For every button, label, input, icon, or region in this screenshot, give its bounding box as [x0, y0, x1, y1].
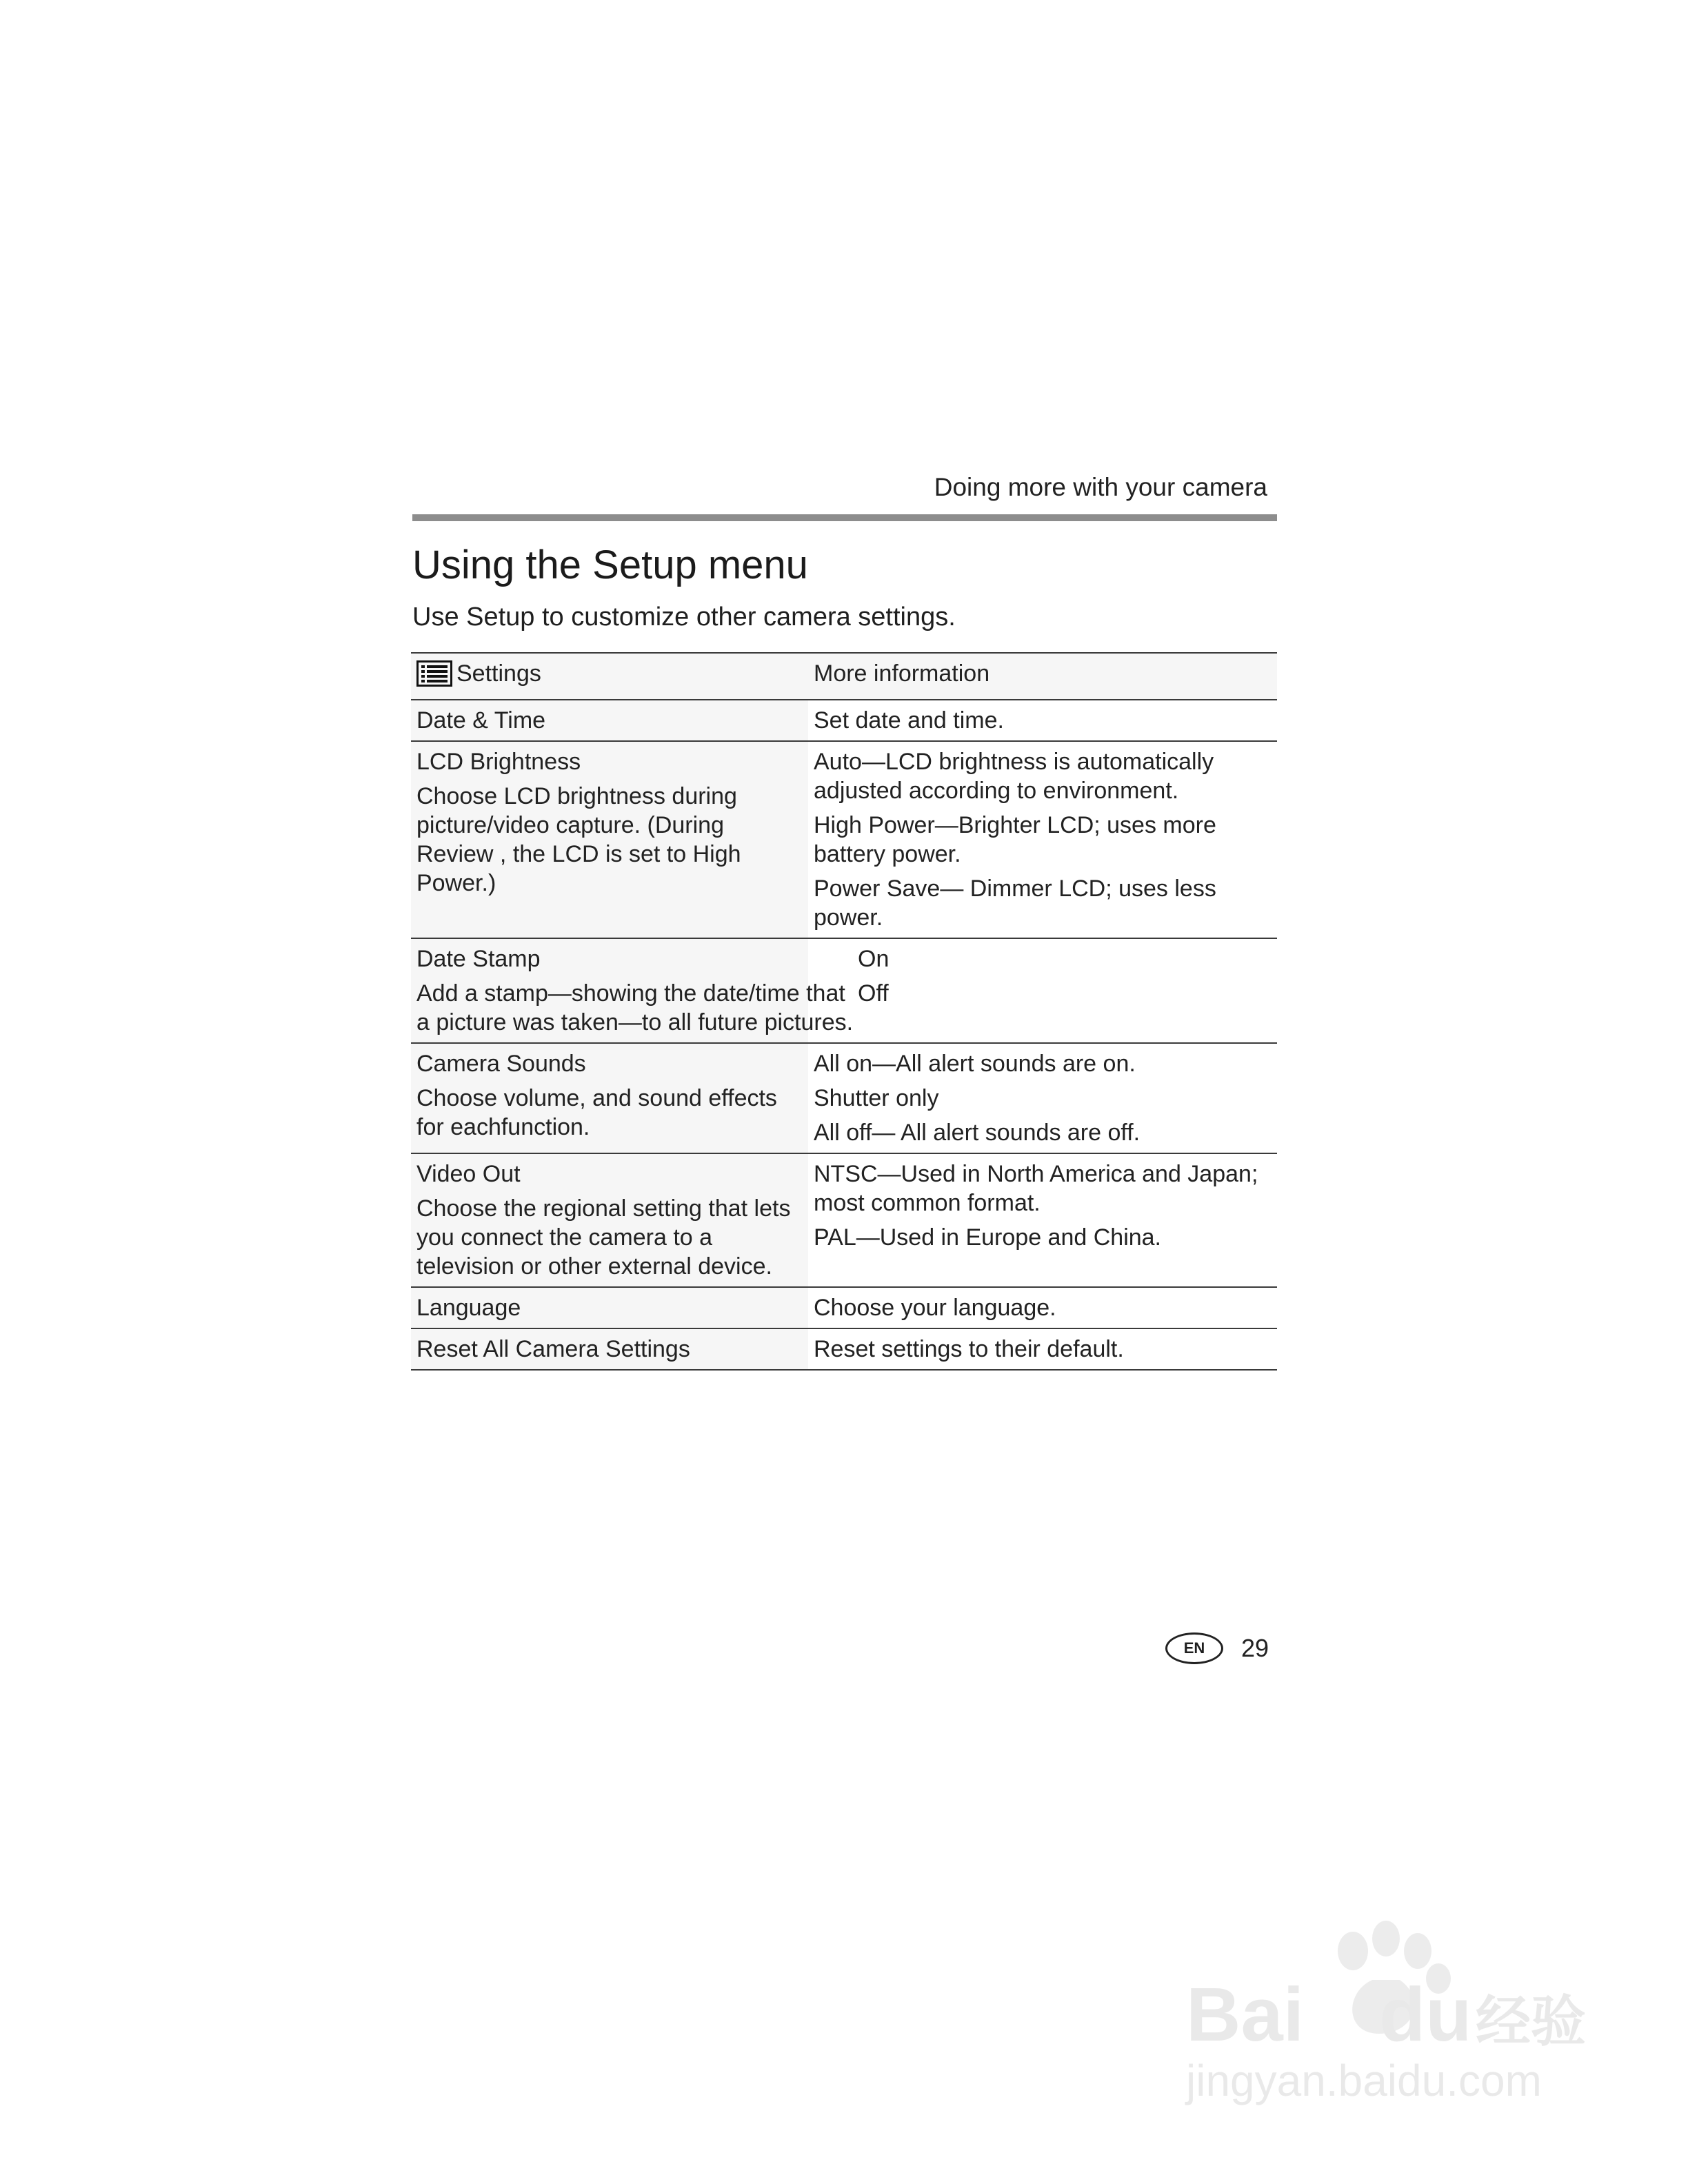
page-footer [1165, 1632, 1269, 1664]
setting-cell [411, 1328, 808, 1370]
menu-list-icon [416, 660, 452, 694]
page-number: 29 [1241, 1634, 1269, 1662]
option-text: Reset settings to their default. [814, 1336, 1124, 1362]
page-title: Using the Setup menu [412, 543, 808, 587]
table-row [411, 1287, 1277, 1328]
table-row [411, 1043, 1277, 1153]
option-text: All on—All alert sounds are on. [814, 1051, 1136, 1077]
table-row [411, 1328, 1277, 1370]
option-text: NTSC—Used in North America and Japan; most common format. [814, 1161, 1258, 1216]
setting-description: Add a stamp—showing the date/time that a picture was taken—to all future pictures. [416, 980, 854, 1035]
setting-cell [411, 741, 808, 938]
intro-text: Use Setup to customize other camera settings. [412, 603, 956, 631]
setting-description: Choose the regional setting that lets you connect the camera to a television or other external device. [416, 1195, 791, 1280]
table-header-row [411, 653, 1277, 700]
info-cell [808, 1043, 1277, 1153]
setting-name: Date Stamp [416, 946, 541, 972]
option-text: Power Save— Dimmer LCD; uses less power. [814, 876, 1216, 931]
setting-name: Date & Time [416, 707, 546, 734]
setting-name: Reset All Camera Settings [416, 1336, 690, 1362]
option-text: Choose your language. [814, 1295, 1056, 1321]
setting-description: Choose LCD brightness during picture/video capture. (During Review , the LCD is set to High Power.) [416, 783, 741, 896]
header-rule [412, 514, 1277, 521]
setting-name: Language [416, 1295, 521, 1321]
watermark-brand-text: Bai [1186, 1972, 1305, 2057]
watermark-url-text: jingyan.baidu.com [1186, 2056, 1542, 2105]
setting-cell [411, 1153, 808, 1287]
option-text: High Power—Brighter LCD; uses more battery power. [814, 812, 1216, 867]
setting-name: LCD Brightness [416, 749, 581, 775]
setting-name: Camera Sounds [416, 1051, 586, 1077]
info-cell [808, 1287, 1277, 1328]
table-row [411, 1153, 1277, 1287]
info-cell [808, 700, 1277, 741]
setup-settings-table [411, 652, 1277, 1371]
option-text: All off— All alert sounds are off. [814, 1120, 1141, 1146]
setting-cell [411, 938, 854, 1043]
info-cell [808, 741, 1277, 938]
option-text: PAL—Used in Europe and China. [814, 1224, 1162, 1251]
info-cell [808, 1328, 1277, 1370]
info-cell [808, 938, 1277, 1043]
setting-cell [411, 1287, 808, 1328]
table-row [411, 741, 1277, 938]
option-text: Off [858, 980, 889, 1007]
option-text: Shutter only [814, 1085, 939, 1111]
option-text: On [858, 946, 890, 972]
svg-text:du: du [1379, 1972, 1472, 2057]
setting-cell [411, 700, 808, 741]
header-more-information: More information [808, 653, 1277, 700]
header-settings [411, 653, 808, 700]
option-text: Set date and time. [814, 707, 1004, 734]
watermark-logo [1172, 1903, 1586, 2113]
table-row [411, 700, 1277, 741]
setting-name: Video Out [416, 1161, 521, 1187]
running-header: Doing more with your camera [934, 473, 1267, 501]
info-cell [808, 1153, 1277, 1287]
setting-description: Choose volume, and sound effects for eachfunction. [416, 1085, 777, 1140]
language-badge: EN [1165, 1632, 1223, 1664]
setting-cell [411, 1043, 808, 1153]
header-settings-label: Settings [456, 660, 541, 687]
table-row [411, 938, 1277, 1043]
svg-text:经验: 经验 [1476, 1990, 1586, 2054]
option-text: Auto—LCD brightness is automatically adjusted according to environment. [814, 749, 1214, 804]
